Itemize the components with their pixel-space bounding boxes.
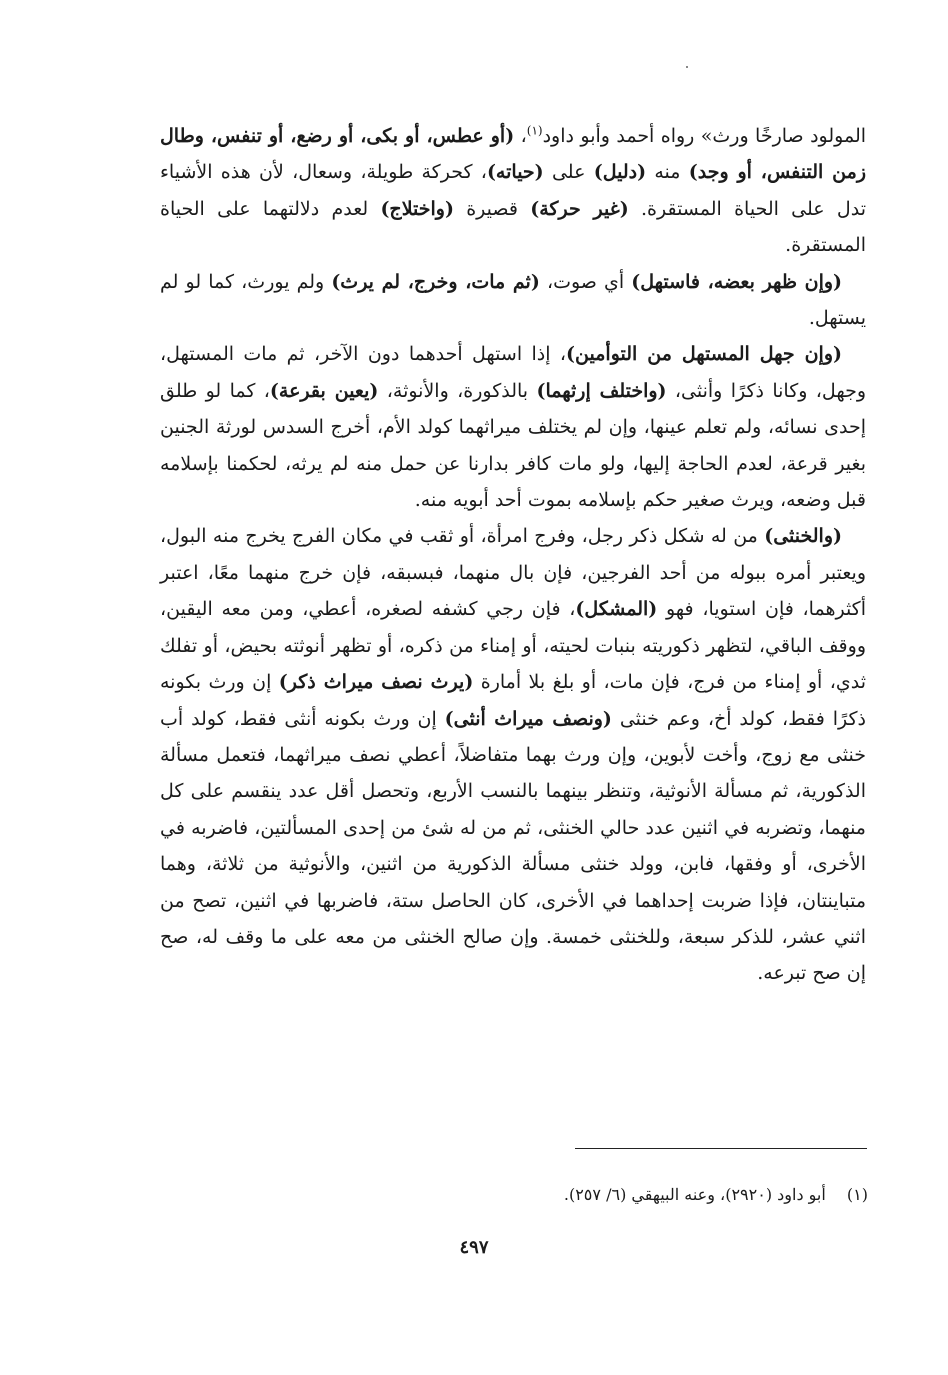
bold-term: (دليل) (593, 161, 647, 184)
bold-term: (وإن جهل المستهل من التوأمين) (566, 343, 842, 366)
text-run: بالذكورة، والأنوثة، (378, 379, 537, 402)
paragraph (160, 118, 866, 264)
text-run: ولم يورث، كما لو لم يستهل. (160, 270, 866, 330)
page-number: ٤٩٧ (459, 1237, 489, 1258)
bold-term: (والخنثى) (764, 525, 842, 548)
text-run: إن ورث بكونه أنثى فقط، كولد أب خنثى مع زوج، وأخت لأبوين، وإن ورث بهما متفاضلاً، أعطي نصف ميراثهما، فتعمل مسألة الذكورية، ثم مسألة الأنوثية، وتنظر بينهما بالنسب الأربع، وتحصل أقل عدد ينقسم على كل منهما، وتضربه في اثنين عدد حالي الخنثى، ثم من له شئ من إحدى المسألتين، فاضربه في الأخرى، أو وفقها، فابن، وولد خنثى مسألة الذكورية من اثنين، والأنوثية من ثلاثة، وهما متباينتان، فإذا ضربت إحداهما في الأخرى، كان الحاصل ستة، فاضربها في اثنين، تصح من اثني عشر، للذكر سبعة، وللخنثى خمسة. وإن صالح الخنثى من معه على ما وقف له، صح إن صح تبرعه. (160, 707, 866, 985)
bold-term: (يعين بقرعة) (269, 379, 379, 402)
bold-term: (ونصف ميراث أنثى) (444, 707, 612, 730)
text-run: لعدم دلالتهما على الحياة المستقرة. (160, 197, 866, 257)
bold-term: (يرث نصف ميراث ذكر) (278, 671, 474, 694)
paragraph (160, 264, 866, 337)
text-run: ، كحركة طويلة، وسعال، لأن هذه الأشياء تدل على الحياة المستقرة. (160, 161, 866, 220)
footnote-separator (575, 1148, 867, 1149)
text-run: منه (646, 161, 689, 184)
text-run: إن ورث بكونه ذكرًا فقط، كولد أخ، وعم خنثى (160, 671, 866, 730)
footnote-reference: (١) (526, 123, 543, 138)
bold-term: (وإن ظهر بعضه، فاستهل) (631, 270, 843, 293)
bold-term: (غير حركة) (530, 197, 629, 220)
text-run: ، إذا استهل أحدهما دون الآخر، ثم مات المستهل، وجهل، وكانا ذكرًا وأنثى، (160, 343, 866, 402)
footnote-marker: (١) (846, 1185, 868, 1204)
text-run: من له شكل ذكر رجل، وفرج امرأة، أو ثقب في مكان الفرج يخرج منه البول، ويعتبر أمره ببوله من أحد الفرجين، فإن بال منهما، فبسبقه، فإن خرج منهما معًا، اعتبر أكثرهما، فإن استويا، فهو (160, 525, 866, 621)
text-run: المولود صارخًا ورث» رواه أحمد وأبو داود (542, 125, 867, 147)
paragraph (160, 518, 866, 991)
bold-term: (حياته) (486, 161, 544, 184)
bold-term: (واختلاج) (380, 197, 454, 220)
text-run: ، كما لو طلق إحدى نسائه، ولم تعلم عينها، وإن لم يختلف ميراثهما كولد الأم، أخرج السدس لورثة الجنين بغير قرعة، لعدم الحاجة إليها، ولو مات كافر بدارنا عن حمل منه لم يرثه، لحكمنا بإسلامه قبل وضعه، ويرث صغير حكم بإسلامه بموت أحد أبويه منه. (160, 379, 866, 512)
footnote-text: أبو داود (٢٩٢٠)، وعنه البيهقي (٦/ ٢٥٧). (563, 1185, 826, 1204)
bold-term: (المشكل) (575, 598, 658, 621)
bold-term: (واختلف إرثهما) (536, 379, 667, 402)
footnote (160, 1183, 868, 1207)
text-run: أي صوت، (539, 270, 632, 293)
text-run: قصيرة (453, 197, 531, 220)
body-text (160, 118, 866, 992)
bold-term: (ثم مات، وخرج، لم يرث) (331, 270, 540, 293)
bold-term: (أو عطس، أو بكى، أو رضع، أو تنفس، وطال زمن التنفس، أو وجد) (160, 125, 866, 184)
text-run: على (543, 161, 594, 184)
text-run: ، فإن رجي كشفه لصغره، أعطي، ومن معه اليقين، ووقف الباقي، لتظهر ذكوريته بنبات لحيته، أو إمناء من ذكره، أو تظهر أنوثته بحيض، أو تفلك ثدي، أو إمناء من فرج، فإن مات، أو بلغ بلا أمارة (160, 598, 867, 694)
scan-mark (686, 66, 688, 68)
text-run: ، (514, 125, 527, 147)
paragraph (160, 336, 866, 518)
